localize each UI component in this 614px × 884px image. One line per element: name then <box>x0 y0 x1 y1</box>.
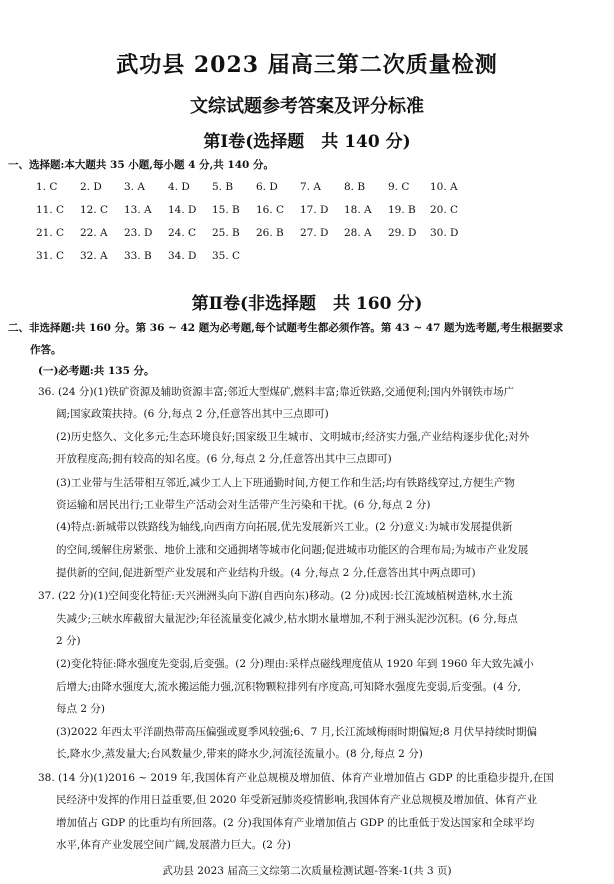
answer-item: 3. A <box>124 181 145 193</box>
answer-item: 19. B <box>388 204 416 216</box>
answer-item: 14. D <box>168 204 197 216</box>
answer-item: 27. D <box>300 227 329 239</box>
q38-line: 民经济中发挥的作用日益重要,但 2020 年受新冠肺炎疫情影响,我国体育产业总规模及增加值、体育产业 <box>56 794 538 806</box>
answer-item: 9. C <box>388 181 410 193</box>
answer-item: 7. A <box>300 181 321 193</box>
answer-item: 29. D <box>388 227 417 239</box>
answer-item: 4. D <box>168 181 190 193</box>
q37-line: 2 分) <box>56 635 81 647</box>
q37-line: 每点 2 分) <box>56 703 105 715</box>
q37-line: 后增大;由降水强度大,流水搬运能力强,沉积物颗粒排列有序度高,可知降水强度先变弱,后变强。(4 分, <box>56 681 521 693</box>
answer-item: 22. A <box>80 227 108 239</box>
answer-item: 32. A <box>80 250 108 262</box>
document-title: 武功县 2023 届高三第二次质量检测 <box>116 52 498 78</box>
q36-line: 提供新的空间,促进新型产业发展和产业结构升级。(4 分,每点 2 分,任意答出其中两点即可) <box>56 567 476 579</box>
answer-item: 2. D <box>80 181 102 193</box>
q36-line: 开放程度高;拥有较高的知名度。(6 分,每点 2 分,任意答出其中三点即可) <box>56 453 392 465</box>
part1-title: 第Ⅰ卷(选择题 共 140 分) <box>203 132 411 152</box>
answer-item: 12. C <box>80 204 109 216</box>
q37-line: (3)2022 年西太平洋副热带高压偏强或夏季风较强;6、7 月,长江流域梅雨时期偏短;8 月伏旱持续时期偏 <box>56 726 538 738</box>
answer-item: 31. C <box>36 250 65 262</box>
q36-line: 资运输和居民出行;工业带生产活动会对生活带产生污染和干扰。(6 分,每点 2 分) <box>56 499 431 511</box>
answer-item: 5. B <box>212 181 234 193</box>
answer-item: 30. D <box>430 227 459 239</box>
answer-item: 33. B <box>124 250 152 262</box>
answer-item: 23. D <box>124 227 153 239</box>
answer-item: 16. C <box>256 204 285 216</box>
answer-item: 26. B <box>256 227 284 239</box>
answer-item: 1. C <box>36 181 58 193</box>
answer-item: 17. D <box>300 204 329 216</box>
q36-line: 阔;国家政策扶持。(6 分,每点 2 分,任意答出其中三点即可) <box>56 408 329 420</box>
answer-item: 25. B <box>212 227 240 239</box>
q36-line: (2)历史悠久、文化多元;生态环境良好;国家级卫生城市、文明城市;经济实力强,产业结构逐步优化;对外 <box>56 431 530 443</box>
q36-line: (3)工业带与生活带相互邻近,减少工人上下班通勤时间,方便工作和生活;均有铁路线穿过,方便生产物 <box>56 477 515 489</box>
page-footer: 武功县 2023 届高三文综第二次质量检测试题-答案-1(共 3 页) <box>162 865 452 877</box>
part1-intro: 一、选择题:本大题共 35 小题,每小题 4 分,共 140 分。 <box>8 159 274 171</box>
answer-item: 15. B <box>212 204 240 216</box>
answer-item: 34. D <box>168 250 197 262</box>
q37-line: 失减少;三峡水库截留大量泥沙;年径流量变化减少,枯水期水量增加,不利于洲头泥沙沉积。(6 分,每点 <box>56 613 518 625</box>
q37-line: 37. (22 分)(1)空间变化特征:天兴洲洲头向下游(自西向东)移动。(2 分)成因:长江流域植树造林,水土流 <box>38 590 513 602</box>
answer-item: 6. D <box>256 181 278 193</box>
q38-line: 38. (14 分)(1)2016 ~ 2019 年,我国体育产业总规模及增加值、体育产业增加值占 GDP 的比重稳步提升,在国 <box>38 772 554 784</box>
part2-intro-cont: 作答。 <box>30 344 62 356</box>
part2-title: 第Ⅱ卷(非选择题 共 160 分) <box>191 294 423 314</box>
answer-item: 18. A <box>344 204 372 216</box>
q38-line: 增加值占 GDP 的比重均有所回落。(2 分)我国体育产业增加值占 GDP 的比重低于发达国家和全球平均 <box>56 817 535 829</box>
answer-item: 10. A <box>430 181 458 193</box>
answer-item: 35. C <box>212 250 241 262</box>
answer-item: 21. C <box>36 227 65 239</box>
answer-item: 11. C <box>36 204 65 216</box>
answer-item: 24. C <box>168 227 197 239</box>
section-required: (一)必考题:共 135 分。 <box>38 365 155 377</box>
answer-item: 20. C <box>430 204 459 216</box>
answer-item: 28. A <box>344 227 372 239</box>
q36-line: 36. (24 分)(1)铁矿资源及辅助资源丰富;邻近大型煤矿,燃料丰富;靠近铁路,交通便利;国内外钢铁市场广 <box>38 386 515 398</box>
q37-line: 长,降水少,蒸发量大;台风数量少,带来的降水少,河流径流量小。(8 分,每点 2 分) <box>56 748 423 760</box>
q37-line: (2)变化特征:降水强度先变弱,后变强。(2 分)理由:采样点磁线理度值从 1920 年到 1960 年大致先减小 <box>56 658 534 670</box>
document-subtitle: 文综试题参考答案及评分标准 <box>190 96 424 117</box>
answer-item: 13. A <box>124 204 152 216</box>
q38-line: 水平,体育产业发展空间广阔,发展潜力巨大。(2 分) <box>56 839 291 851</box>
answer-item: 8. B <box>344 181 366 193</box>
q36-line: 的空间,缓解住房紧张、地价上涨和交通拥堵等城市化问题;促进城市功能区的合理布局;为城市产业发展 <box>56 544 529 556</box>
part2-intro: 二、非选择题:共 160 分。第 36 ~ 42 题为必考题,每个试题考生都必须作答。第 43 ~ 47 题为选考题,考生根据要求 <box>8 322 564 334</box>
q36-line: (4)特点:新城带以铁路线为轴线,向西南方向拓展,优先发展新兴工业。(2 分)意义:为城市发展提供新 <box>56 521 513 533</box>
